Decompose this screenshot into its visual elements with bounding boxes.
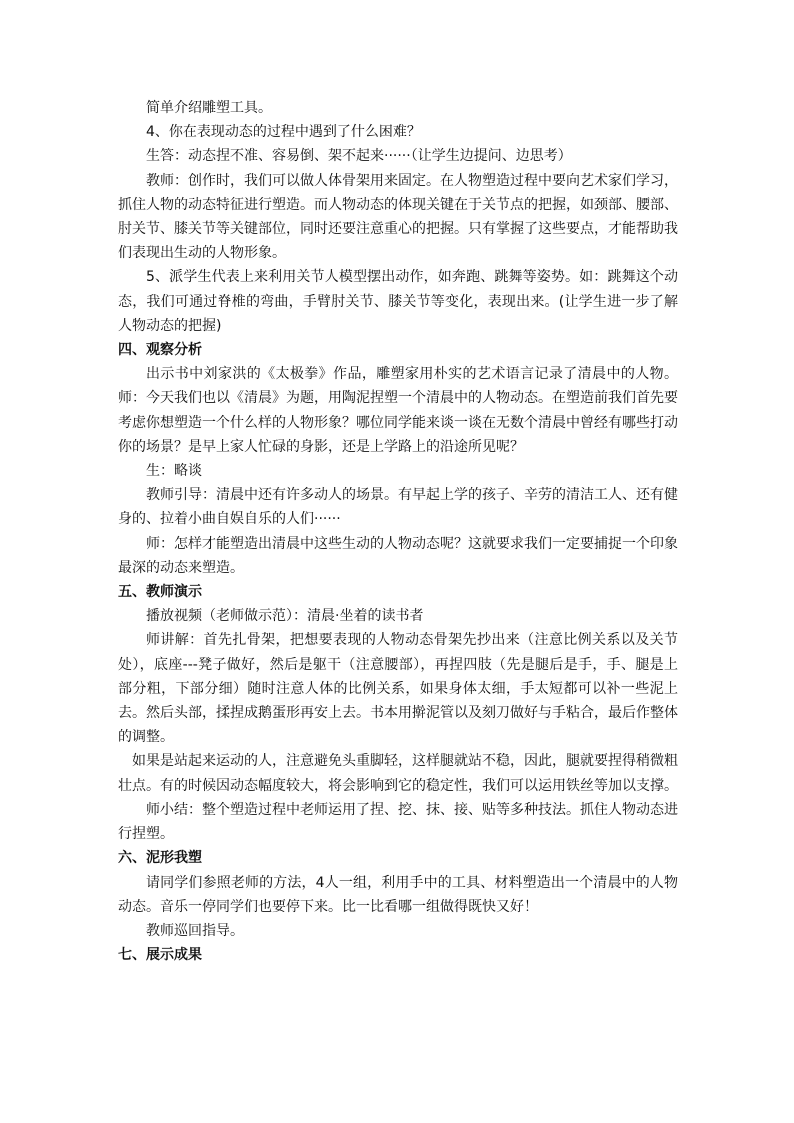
paragraph-step-5: 5、派学生代表上来利用关节人模型摆出动作，如奔跑、跳舞等姿势。如：跳舞这个动态，我们可通过脊椎的弯曲，手臂肘关节、膝关节等变化，表现出来。(让学生进一步了解人物动态的把握) — [118, 269, 678, 334]
paragraph-student-answer: 生答：动态捏不准、容易倒、架不起来······（让学生边提问、边思考） — [146, 148, 572, 165]
heading-section-6: 六、泥形我塑 — [118, 850, 202, 867]
paragraph-standing-figure: 如果是站起来运动的人，注意避免头重脚轻，这样腿就站不稳，因此，腿就要捏得稍微粗壮点。有的时候因动态幅度较大，将会影响到它的稳定性，我们可以运用铁丝等加以支撑。 — [118, 753, 678, 794]
paragraph-tools-intro: 简单介绍雕塑工具。 — [146, 100, 272, 116]
paragraph-question-4: 4、你在表现动态的过程中遇到了什么困难？ — [146, 124, 421, 141]
paragraph-play-video: 播放视频（老师做示范）：清晨·坐着的读书者 — [146, 608, 424, 625]
paragraph-teacher-guide: 教师引导：清晨中还有许多动人的场景。有早起上学的孩子、辛劳的清洁工人、还有健身的、拉着小曲自娱自乐的人们······ — [118, 487, 678, 528]
paragraph-group-task: 请同学们参照老师的方法，4人一组，利用手中的工具、材料塑造出一个清晨中的人物动态。音乐一停同学们也要停下来。比一比看哪一组做得既快又好！ — [118, 874, 678, 915]
document-page — [118, 96, 678, 967]
paragraph-capture-dynamic: 师：怎样才能塑造出清晨中这些生动的人物动态呢？这就要求我们一定要捕捉一个印象最深的动态来塑造。 — [118, 535, 678, 576]
paragraph-taiji-artwork: 出示书中刘家洪的《太极拳》作品，雕塑家用朴实的艺术语言记录了清晨中的人物。师：今天我们也以《清晨》为题，用陶泥捏塑一个清晨中的人物动态。在塑造前我们首先要考虑你想塑造一个什么样的人物形象？哪位同学能来谈一谈在无数个清晨中曾经有哪些打动你的场景？是早上家人忙碌的身影，还是上学路上的沿途所见呢？ — [118, 366, 678, 455]
heading-section-5: 五、教师演示 — [118, 584, 202, 601]
paragraph-teacher-summary: 师小结：整个塑造过程中老师运用了捏、挖、抹、接、贴等多种技法。抓住人物动态进行捏塑。 — [118, 801, 678, 843]
heading-section-4: 四、观察分析 — [118, 342, 202, 359]
paragraph-student-discuss: 生：略谈 — [146, 463, 202, 480]
paragraph-teacher-skeleton: 教师：创作时，我们可以做人体骨架用来固定。在人物塑造过程中要向艺术家们学习，抓住人物的动态特征进行塑造。而人物动态的体现关键在于关节点的把握，如颈部、腰部、肘关节、膝关节等关键部位，同时还要注意重心的把握。只有掌握了这些要点，才能帮助我们表现出生动的人物形象。 — [118, 172, 678, 262]
paragraph-teacher-explain: 师讲解：首先扎骨架，把想要表现的人物动态骨架先抄出来（注意比例关系以及关节处），底座---凳子做好，然后是躯干（注意腰部），再捏四肢（先是腿后是手，手、腿是上部分粗，下部分细）随时注意人体的比例关系，如果身体太细，手太短都可以补一些泥上去。然后头部，揉捏成鹅蛋形再安上去。书本用擀泥管以及刻刀做好与手粘合，最后作整体的调整。 — [118, 632, 678, 746]
heading-section-7: 七、展示成果 — [118, 947, 202, 964]
paragraph-teacher-patrol: 教师巡回指导。 — [146, 922, 244, 939]
